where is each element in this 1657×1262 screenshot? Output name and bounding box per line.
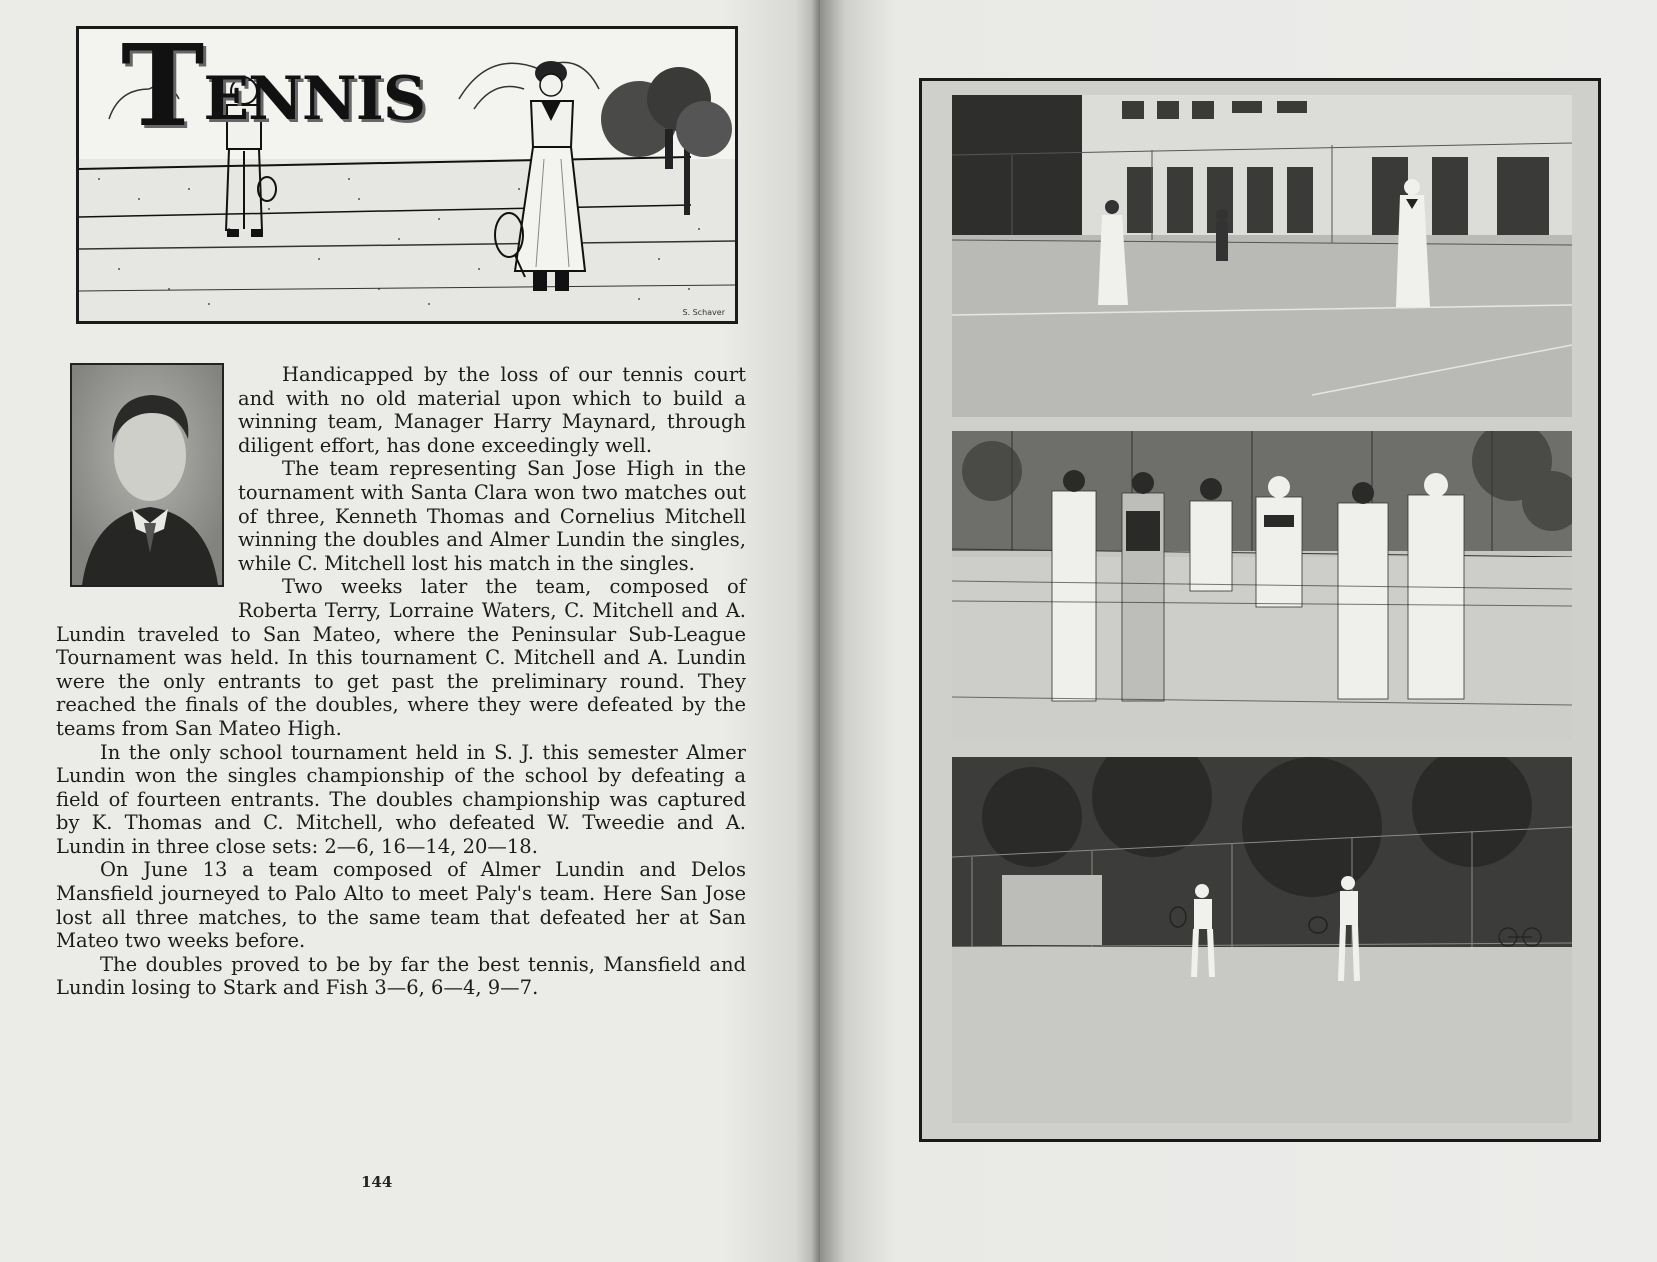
tennis-banner-illustration [76,26,738,324]
photo-team-group [952,431,1572,741]
article-paragraph-6: The doubles proved to be by far the best tennis, Mansfield and Lundin losing to Stark and Fish 3—6, 6—4, 9—7. [56,952,746,1000]
photo-match-in-progress [952,757,1572,1123]
article-paragraph-3: Two weeks later the team, composed of Roberta Terry, Lorraine Waters, C. Mitchell and A. Lundin traveled to San Mateo, where the Peninsular Sub-League Tournament was held. In this tournament C. Mitchell and A. Lundin were the only entrants to get past the preliminary round. They reached the finals of the doubles, where they were defeated by the teams from San Mateo High. [56,575,746,740]
photo-court-with-building [952,95,1572,417]
tennis-article [56,363,746,1000]
left-page [0,0,820,1262]
banner-title-rest: ENNIS [203,64,426,134]
article-paragraph-1: Handicapped by the loss of our tennis court and with no old material upon which to build a winning team, Manager Harry Maynard, through diligent effort, has done exceedingly well. [238,363,746,457]
article-paragraph-5: On June 13 a team composed of Almer Lundin and Delos Mansfield journeyed to Palo Alto to meet Paly's team. Here San Jose lost all three matches, to the same team that defeated her at San Mateo two weeks before. [56,858,746,953]
article-paragraph-4: In the only school tournament held in S. J. this semester Almer Lundin won the singles championship of the school by defeating a field of fourteen entrants. The doubles championship was captured by K. Thomas and C. Mitchell, who defeated W. Tweedie and A. Lundin in three close sets: 2—6, 16—14, 20—18. [56,740,746,858]
article-paragraph-2: The team representing San Jose High in the tournament with Santa Clara won two matches out of three, Kenneth Thomas and Cornelius Mitchell winning the doubles and Almer Lundin the singles, while C. Mitchell lost his match in the singles. [238,457,746,575]
photo-panel [919,78,1601,1142]
banner-title-initial: T [121,26,204,152]
tennis-banner-title [121,26,426,152]
artist-signature: S. Schaver [682,308,725,317]
page-number: 144 [361,1173,393,1191]
right-page [820,0,1657,1262]
